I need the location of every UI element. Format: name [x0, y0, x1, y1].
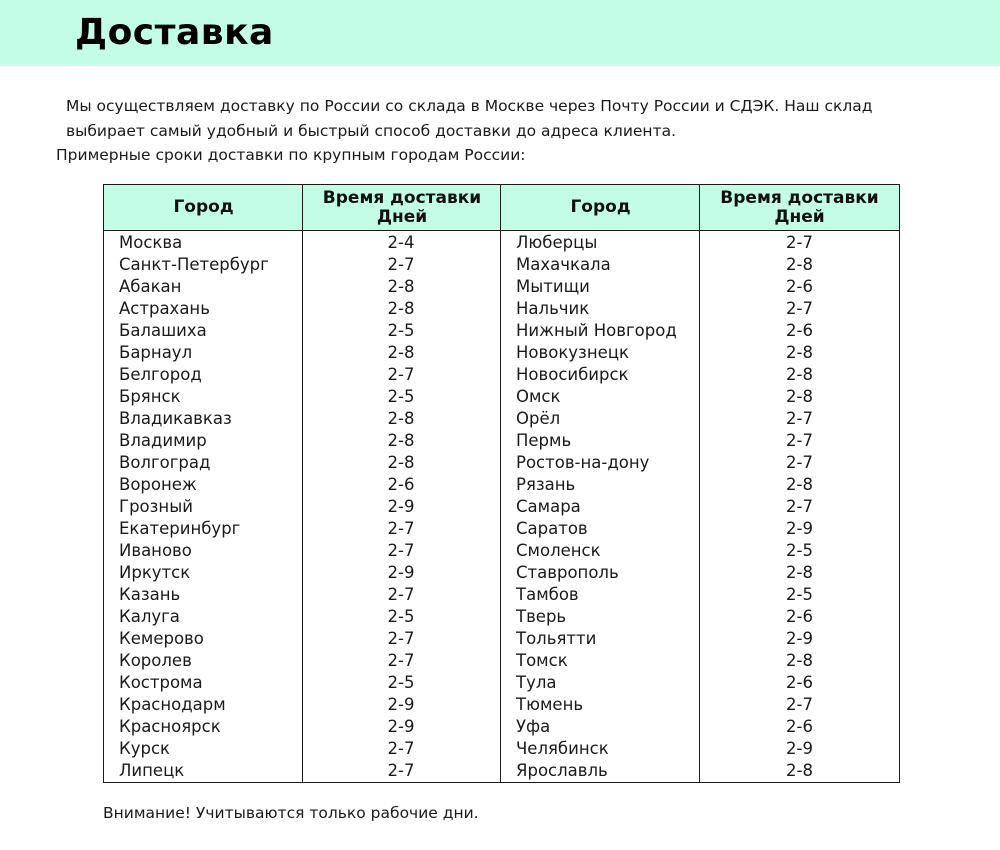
days-cell: 2-8 — [786, 651, 813, 670]
days-cell: 2-9 — [387, 497, 415, 516]
days-cell: 2-5 — [786, 585, 813, 604]
days-cell: 2-8 — [786, 343, 813, 362]
city-cell: Грозный — [119, 497, 193, 516]
days-cell: 2-7 — [786, 431, 813, 450]
days-cell: 2-5 — [387, 387, 415, 406]
intro-text — [56, 94, 956, 168]
days-cell: 2-6 — [387, 475, 415, 494]
days-cell: 2-8 — [786, 365, 813, 384]
city-cell: Балашиха — [119, 321, 207, 340]
city-cell: Кемерово — [119, 629, 204, 648]
header-time-right: Время доставки Дней — [720, 187, 879, 227]
city-cell: Владимир — [119, 431, 207, 450]
days-cell: 2-9 — [786, 519, 813, 538]
days-cell: 2-9 — [387, 717, 415, 736]
days-cell: 2-7 — [387, 761, 415, 780]
city-cell: Волгоград — [119, 453, 211, 472]
header-city-left: Город — [173, 197, 234, 217]
right-days-column — [700, 232, 899, 782]
city-cell: Пермь — [516, 431, 572, 450]
city-cell: Самара — [516, 497, 581, 516]
city-cell: Ставрополь — [516, 563, 619, 582]
city-cell: Екатеринбург — [119, 519, 241, 538]
intro-paragraph-1: Мы осуществляем доставку по России со склада в Москве через Почту России и СДЭК. Наш склад выбирает самый удобный и быстрый способ доставки до адреса клиента. — [66, 97, 873, 140]
days-cell: 2-7 — [786, 695, 813, 714]
days-cell: 2-5 — [786, 541, 813, 560]
city-cell: Калуга — [119, 607, 180, 626]
days-cell: 2-8 — [387, 277, 415, 296]
city-cell: Тольятти — [516, 629, 597, 648]
days-cell: 2-8 — [786, 387, 813, 406]
city-cell: Мытищи — [516, 277, 590, 296]
page-title: Доставка — [75, 12, 274, 53]
days-cell: 2-8 — [387, 343, 415, 362]
days-cell: 2-7 — [387, 519, 415, 538]
days-cell: 2-7 — [786, 409, 813, 428]
city-cell: Челябинск — [516, 739, 609, 758]
city-cell: Владикавказ — [119, 409, 232, 428]
table-header — [104, 185, 899, 231]
city-cell: Махачкала — [516, 255, 611, 274]
days-cell: 2-8 — [786, 761, 813, 780]
city-cell: Томск — [516, 651, 568, 670]
city-cell: Ростов-на-дону — [516, 453, 650, 472]
city-cell: Тверь — [516, 607, 567, 626]
days-cell: 2-7 — [387, 365, 415, 384]
days-cell: 2-7 — [786, 453, 813, 472]
days-cell: 2-8 — [786, 255, 813, 274]
days-cell: 2-9 — [786, 739, 813, 758]
delivery-table — [103, 184, 900, 783]
days-cell: 2-6 — [786, 277, 813, 296]
city-cell: Астрахань — [119, 299, 210, 318]
city-cell: Воронеж — [119, 475, 197, 494]
city-cell: Абакан — [119, 277, 182, 296]
days-cell: 2-5 — [387, 673, 415, 692]
city-cell: Новосибирск — [516, 365, 629, 384]
days-cell: 2-5 — [387, 321, 415, 340]
city-cell: Саратов — [516, 519, 588, 538]
city-cell: Брянск — [119, 387, 181, 406]
working-days-note: Внимание! Учитываются только рабочие дни. — [103, 804, 479, 822]
days-cell: 2-7 — [786, 299, 813, 318]
city-cell: Санкт-Петербург — [119, 255, 269, 274]
city-cell: Белгород — [119, 365, 202, 384]
city-cell: Тула — [516, 673, 557, 692]
city-cell: Смоленск — [516, 541, 601, 560]
city-cell: Омск — [516, 387, 561, 406]
days-cell: 2-7 — [786, 233, 813, 252]
city-cell: Казань — [119, 585, 181, 604]
city-cell: Ярославль — [516, 761, 608, 780]
city-cell: Уфа — [516, 717, 551, 736]
days-cell: 2-7 — [387, 651, 415, 670]
days-cell: 2-7 — [387, 629, 415, 648]
header-city-right: Город — [570, 197, 631, 217]
city-cell: Рязань — [516, 475, 576, 494]
days-cell: 2-9 — [387, 695, 415, 714]
city-cell: Кострома — [119, 673, 203, 692]
city-cell: Королев — [119, 651, 192, 670]
city-cell: Тамбов — [516, 585, 579, 604]
days-cell: 2-4 — [387, 233, 415, 252]
days-cell: 2-8 — [387, 299, 415, 318]
left-days-column — [303, 232, 499, 782]
city-cell: Красноярск — [119, 717, 221, 736]
days-cell: 2-8 — [786, 475, 813, 494]
days-cell: 2-6 — [786, 321, 813, 340]
intro-paragraph-2: Примерные сроки доставки по крупным городам России: — [56, 146, 526, 164]
days-cell: 2-7 — [786, 497, 813, 516]
header-time-left: Время доставки Дней — [322, 187, 482, 227]
days-cell: 2-8 — [786, 563, 813, 582]
days-cell: 2-8 — [387, 409, 415, 428]
days-cell: 2-7 — [387, 255, 415, 274]
city-cell: Краснодарм — [119, 695, 226, 714]
left-city-column — [104, 232, 302, 782]
days-cell: 2-6 — [786, 673, 813, 692]
city-cell: Люберцы — [516, 233, 598, 252]
city-cell: Нижный Новгород — [516, 321, 677, 340]
city-cell: Иркутск — [119, 563, 191, 582]
right-city-column — [501, 232, 699, 782]
city-cell: Орёл — [516, 409, 561, 428]
days-cell: 2-9 — [387, 563, 415, 582]
city-cell: Липецк — [119, 761, 185, 780]
city-cell: Москва — [119, 233, 183, 252]
days-cell: 2-7 — [387, 739, 415, 758]
days-cell: 2-8 — [387, 453, 415, 472]
days-cell: 2-6 — [786, 607, 813, 626]
days-cell: 2-5 — [387, 607, 415, 626]
days-cell: 2-9 — [786, 629, 813, 648]
days-cell: 2-8 — [387, 431, 415, 450]
days-cell: 2-7 — [387, 585, 415, 604]
city-cell: Нальчик — [516, 299, 590, 318]
days-cell: 2-6 — [786, 717, 813, 736]
days-cell: 2-7 — [387, 541, 415, 560]
city-cell: Тюмень — [516, 695, 584, 714]
city-cell: Барнаул — [119, 343, 193, 362]
city-cell: Новокузнецк — [516, 343, 629, 362]
city-cell: Курск — [119, 739, 170, 758]
city-cell: Иваново — [119, 541, 192, 560]
